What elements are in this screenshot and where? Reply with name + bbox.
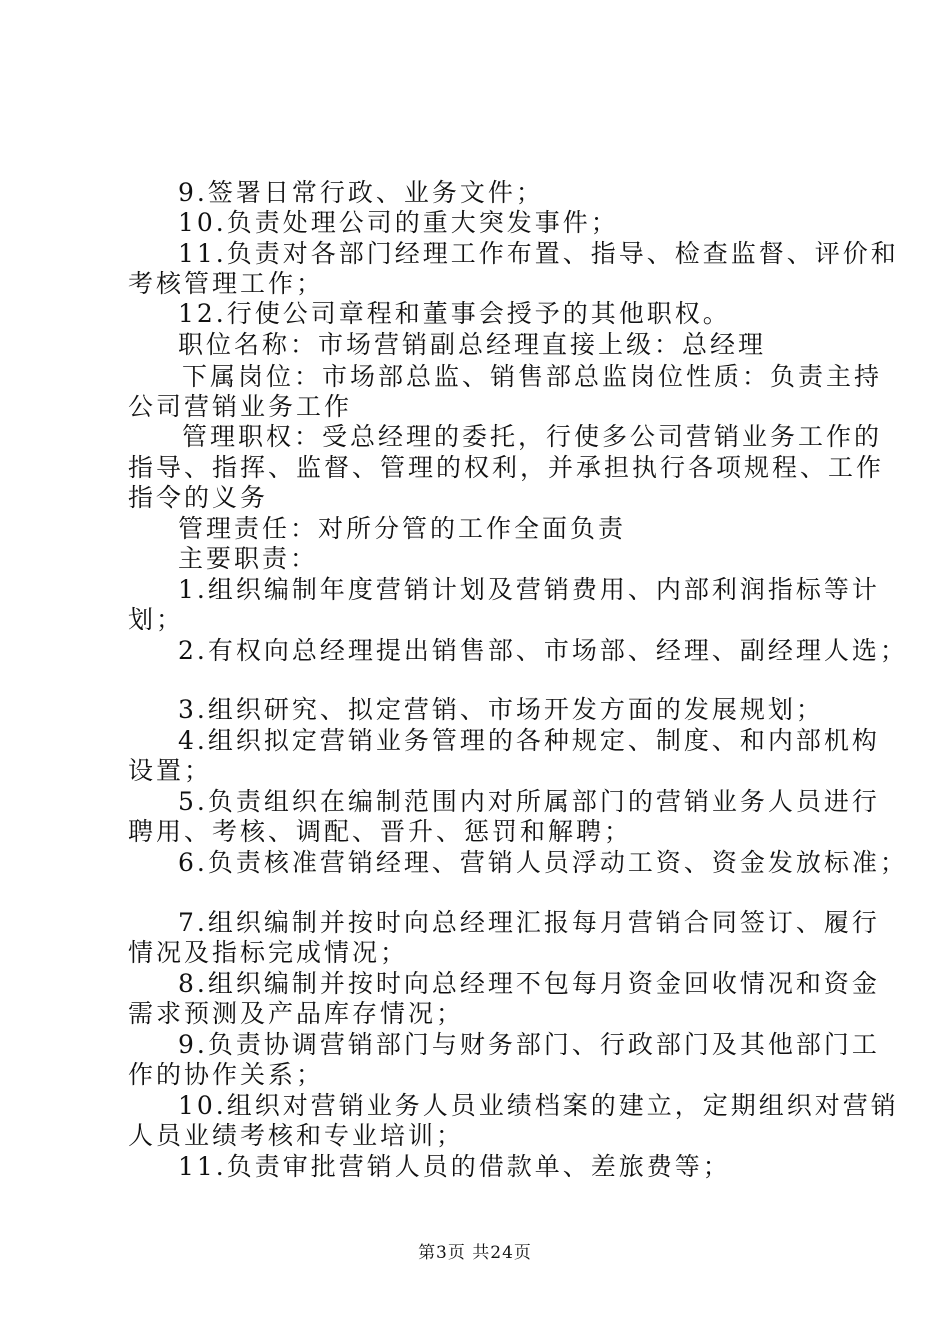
text-line: 公司营销业务工作: [128, 392, 353, 421]
text-line: 管理责任：对所分管的工作全面负责: [178, 514, 627, 543]
page-footer: 第3页 共24页: [418, 1243, 532, 1263]
text-line: 人员业绩考核和专业培训；: [128, 1121, 465, 1150]
text-line: 10.组织对营销业务人员业绩档案的建立，定期组织对营销: [178, 1091, 899, 1120]
text-line: 指导、指挥、监督、管理的权利，并承担执行各项规程、工作: [128, 453, 885, 482]
text-line: 情况及指标完成情况；: [128, 938, 409, 967]
text-line: 聘用、考核、调配、晋升、惩罚和解聘；: [128, 817, 633, 846]
text-line: 职位名称：市场营销副总经理直接上级：总经理: [178, 330, 767, 359]
text-line: 考核管理工作；: [128, 269, 325, 298]
text-line: 1.组织编制年度营销计划及营销费用、内部利润指标等计: [178, 575, 880, 604]
text-line: 管理职权：受总经理的委托，行使多公司营销业务工作的: [182, 422, 883, 451]
text-line: 11.负责对各部门经理工作布置、指导、检查监督、评价和: [178, 239, 899, 268]
text-line: 11.负责审批营销人员的借款单、差旅费等；: [178, 1152, 731, 1181]
text-line: 3.组织研究、拟定营销、市场开发方面的发展规划；: [178, 695, 824, 724]
text-line: 7.组织编制并按时向总经理汇报每月营销合同签订、履行: [178, 908, 880, 937]
text-line: 5.负责组织在编制范围内对所属部门的营销业务人员进行: [178, 787, 880, 816]
text-line: 4.组织拟定营销业务管理的各种规定、制度、和内部机构: [178, 726, 880, 755]
text-line: 下属岗位：市场部总监、销售部总监岗位性质：负责主持: [182, 362, 883, 391]
text-line: 2.有权向总经理提出销售部、市场部、经理、副经理人选；: [178, 636, 908, 665]
text-line: 需求预测及产品库存情况；: [128, 999, 465, 1028]
text-line: 划；: [128, 605, 185, 634]
text-line: 9.签署日常行政、业务文件；: [178, 178, 544, 207]
text-line: 9.负责协调营销部门与财务部门、行政部门及其他部门工: [178, 1030, 880, 1059]
text-line: 8.组织编制并按时向总经理不包每月资金回收情况和资金: [178, 969, 880, 998]
text-line: 12.行使公司章程和董事会授予的其他职权。: [178, 299, 731, 328]
text-line: 设置；: [128, 756, 213, 785]
text-line: 10.负责处理公司的重大突发事件；: [178, 208, 619, 237]
text-line: 作的协作关系；: [128, 1060, 325, 1089]
text-line: 主要职责：: [178, 544, 319, 573]
text-line: 6.负责核准营销经理、营销人员浮动工资、资金发放标准；: [178, 848, 908, 877]
text-line: 指令的义务: [128, 483, 269, 512]
